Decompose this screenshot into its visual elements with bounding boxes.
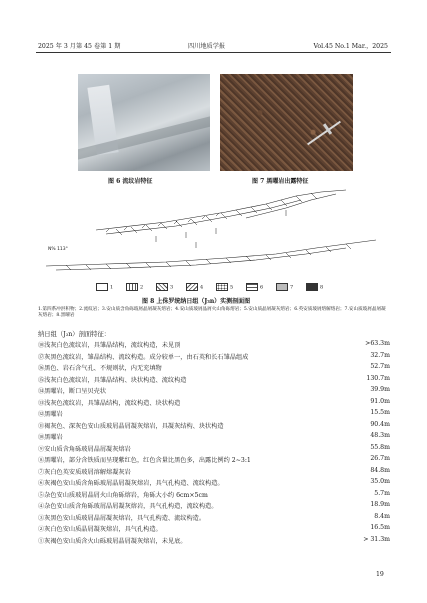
layer-row: ⑦灰白色英安质玻屑溶解熔凝灰岩 84.8m: [38, 466, 390, 476]
legend-item: 5: [216, 283, 233, 291]
layer-row: ⑬浅灰色流纹岩，具雏晶结构，流纹构造、块状构造 91.0m: [38, 397, 390, 407]
legend-item: 4: [186, 283, 203, 291]
layer-row: ⑫黑曜岩 15.5m: [38, 409, 390, 418]
legend-item: 3: [156, 283, 173, 291]
legend-item: 2: [126, 283, 143, 291]
page-number: 19: [376, 571, 384, 578]
layer-row: ⑯黑色、岩石含气孔、不规则状，内无充填物 52.7m: [38, 363, 390, 372]
layer-row: ④杂色安山质含角砾玻屑晶屑凝灰熔岩，具气孔构造，流纹构造。 18.9m: [38, 501, 390, 510]
legend-item: 8: [306, 283, 323, 291]
layer-row: ⑮浅灰白色流纹岩，具雏晶结构、块状构造、流纹构造 130.7m: [38, 374, 390, 384]
journal-issue: 2025 年 3 月第 45 卷第 1 期: [38, 43, 121, 50]
section-intro: 纳日组（J₃n）剖面特征：: [38, 331, 111, 338]
layer-row: ⑩黑曜岩 48.3m: [38, 432, 390, 441]
legend-item: 7: [276, 283, 293, 291]
figure-7-caption: 图 7 黑曜岩出露特征: [252, 178, 309, 185]
rhyolite-photo: [78, 74, 210, 171]
journal-title: 四川地质学报: [188, 43, 226, 50]
layer-row: ⑪褐灰色、深灰色安山质玻屑晶屑凝灰熔岩，具凝灰结构、块状构造 90.4m: [38, 420, 390, 430]
layer-row: ⑰灰黑色流纹岩，雏晶结构、流纹构造。成分较单一，由石英和长石雏晶组成 32.7m: [38, 351, 390, 361]
lower-profile-line: [46, 240, 376, 266]
layer-row: ①灰褐色安山质含火山砾玻屑晶屑凝灰熔岩，未见底。 > 31.3m: [38, 535, 390, 545]
legend-item: 1: [96, 283, 113, 291]
legend-item: 6: [246, 283, 263, 291]
upper-bed-line: [106, 200, 301, 234]
obsidian-outcrop-photo: [220, 74, 353, 171]
figure-8-legend-note: 1.第四系冲洪积物；2.流纹岩；3.安山质含角砾玻屑晶屑凝灰熔岩；4.安山质玻屑晶屑火山角砾熔岩；5.安山质晶屑凝灰熔岩；6.英安质玻屑熔解熔岩；7.安山质玻屑晶屑凝灰熔岩；8.黑曜岩: [38, 307, 386, 319]
header-rule: [36, 52, 391, 53]
upper-profile-line: [96, 190, 346, 230]
layer-row: ⑧黑曜岩，部分含铁质而呈现紫红色，红色含量比黑色多，出露比例约 2~3:1 26.7m: [38, 455, 390, 464]
journal-volume: Vol.45 No.1 Mar.，2025: [313, 43, 388, 50]
figure-6-caption: 图 6 流纹岩特征: [108, 178, 153, 185]
layer-row: ⑤杂色安山质玻屑晶屑火山角砾熔岩，角砾大小约 6cm×5cm 5.7m: [38, 489, 390, 499]
figure-8-caption: 图 8 上侏罗统纳日组（J₃n）实测剖面图: [142, 298, 251, 305]
layer-row: ③灰黑色安山质玻屑晶屑凝灰熔岩，具气孔构造、流纹构造。 8.4m: [38, 512, 390, 522]
layer-row: ⑩浅灰白色流纹岩，具雏晶结构，流纹构造，未见顶 >63.3m: [38, 340, 390, 349]
lower-bed-line: [56, 248, 346, 270]
layer-row: ⑥灰褐色安山质含角砾玻屑晶屑凝灰熔岩，具气孔构造、流纹构造。 35.0m: [38, 478, 390, 487]
measured-section-diagram: [46, 182, 386, 280]
section-azimuth-label: N% 113°: [48, 247, 68, 252]
layer-row: ②灰白色安山质晶屑凝灰熔岩，具气孔构造。 16.5m: [38, 524, 390, 533]
layer-row: ⑨安山质含角砾玻屑晶屑凝灰熔岩 55.8m: [38, 443, 390, 453]
layer-row: ⑭黑曜岩，断口呈贝壳状 39.9m: [38, 386, 390, 395]
